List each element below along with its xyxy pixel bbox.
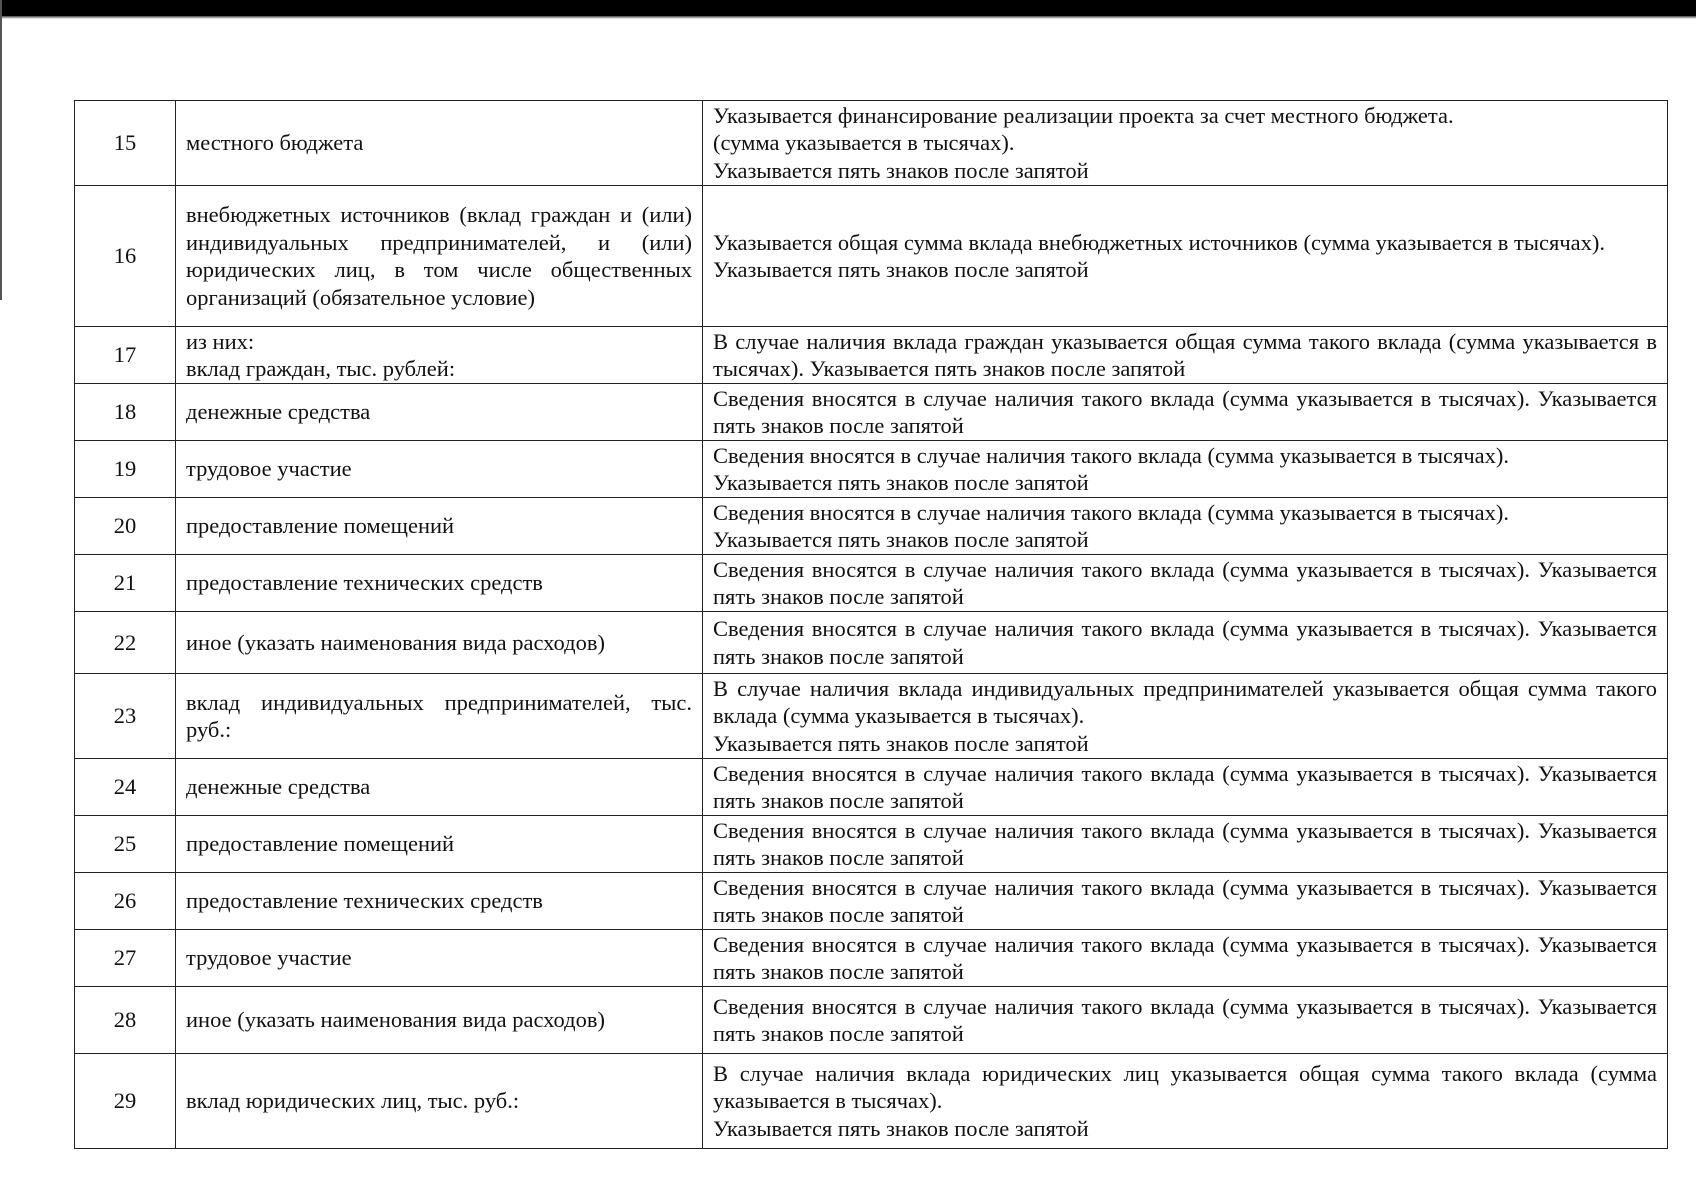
- row-description: внебюджетных источников (вклад граждан и (или) индивидуальных предпринимателей, и (или) юридических лиц, в том числе общественных организаций (обязательное условие): [176, 186, 703, 327]
- table-row: [75, 555, 1668, 612]
- row-number: 26: [75, 873, 176, 930]
- row-explanation: В случае наличия вклада юридических лиц указывается общая сумма такого вклада (сумма указывается в тысячах). Указывается пять знаков после запятой: [703, 1054, 1668, 1149]
- row-number: 20: [75, 498, 176, 555]
- table-row: [75, 759, 1668, 816]
- table-row: [75, 186, 1668, 327]
- row-explanation: Сведения вносятся в случае наличия такого вклада (сумма указывается в тысячах). Указывается пять знаков после запятой: [703, 612, 1668, 674]
- row-description: трудовое участие: [176, 930, 703, 987]
- row-number: 16: [75, 186, 176, 327]
- row-number: 28: [75, 987, 176, 1054]
- row-description: вклад юридических лиц, тыс. руб.:: [176, 1054, 703, 1149]
- table-row: [75, 101, 1668, 186]
- row-number: 27: [75, 930, 176, 987]
- table-row: [75, 1054, 1668, 1149]
- scan-border-left: [0, 0, 2, 300]
- row-explanation: Сведения вносятся в случае наличия такого вклада (сумма указывается в тысячах). Указывается пять знаков после запятой: [703, 759, 1668, 816]
- row-explanation: В случае наличия вклада граждан указывается общая сумма такого вклада (сумма указывается в тысячах). Указывается пять знаков после запятой: [703, 327, 1668, 384]
- row-number: 15: [75, 101, 176, 186]
- table-row: [75, 441, 1668, 498]
- row-description: местного бюджета: [176, 101, 703, 186]
- row-description: предоставление помещений: [176, 816, 703, 873]
- row-description: денежные средства: [176, 759, 703, 816]
- row-description: денежные средства: [176, 384, 703, 441]
- row-explanation: Указывается общая сумма вклада внебюджетных источников (сумма указывается в тысячах). Указывается пять знаков после запятой: [703, 186, 1668, 327]
- row-description: трудовое участие: [176, 441, 703, 498]
- table-row: [75, 674, 1668, 759]
- row-explanation: В случае наличия вклада индивидуальных предпринимателей указывается общая сумма такого вклада (сумма указывается в тысячах). Указывается пять знаков после запятой: [703, 674, 1668, 759]
- row-explanation: Сведения вносятся в случае наличия такого вклада (сумма указывается в тысячах). Указывается пять знаков после запятой: [703, 873, 1668, 930]
- row-description: предоставление технических средств: [176, 555, 703, 612]
- row-number: 21: [75, 555, 176, 612]
- table-row: [75, 930, 1668, 987]
- row-number: 23: [75, 674, 176, 759]
- row-explanation: Сведения вносятся в случае наличия такого вклада (сумма указывается в тысячах). Указывается пять знаков после запятой: [703, 384, 1668, 441]
- table-row: [75, 816, 1668, 873]
- row-description: предоставление технических средств: [176, 873, 703, 930]
- row-number: 22: [75, 612, 176, 674]
- row-description: иное (указать наименования вида расходов): [176, 987, 703, 1054]
- table-row: [75, 873, 1668, 930]
- table-row: [75, 987, 1668, 1054]
- row-description: вклад индивидуальных предпринимателей, тыс. руб.:: [176, 674, 703, 759]
- row-number: 25: [75, 816, 176, 873]
- scan-border-shadow: [0, 16, 1696, 19]
- row-explanation: Сведения вносятся в случае наличия такого вклада (сумма указывается в тысячах). Указывается пять знаков после запятой: [703, 555, 1668, 612]
- row-explanation: Сведения вносятся в случае наличия такого вклада (сумма указывается в тысячах). Указывается пять знаков после запятой: [703, 930, 1668, 987]
- row-description: предоставление помещений: [176, 498, 703, 555]
- row-explanation: Сведения вносятся в случае наличия такого вклада (сумма указывается в тысячах). Указывается пять знаков после запятой: [703, 816, 1668, 873]
- row-explanation: Сведения вносятся в случае наличия такого вклада (сумма указывается в тысячах). Указывается пять знаков после запятой: [703, 441, 1668, 498]
- row-explanation: Указывается финансирование реализации проекта за счет местного бюджета. (сумма указывается в тысячах). Указывается пять знаков после запятой: [703, 101, 1668, 186]
- row-number: 17: [75, 327, 176, 384]
- row-number: 29: [75, 1054, 176, 1149]
- table-row: [75, 384, 1668, 441]
- table-row: [75, 498, 1668, 555]
- table-row: [75, 327, 1668, 384]
- document-table: [74, 100, 1668, 1149]
- row-number: 18: [75, 384, 176, 441]
- row-description: иное (указать наименования вида расходов): [176, 612, 703, 674]
- table-row: [75, 612, 1668, 674]
- scan-border-top: [0, 0, 1696, 16]
- row-description: из них: вклад граждан, тыс. рублей:: [176, 327, 703, 384]
- row-number: 19: [75, 441, 176, 498]
- row-number: 24: [75, 759, 176, 816]
- row-explanation: Сведения вносятся в случае наличия такого вклада (сумма указывается в тысячах). Указывается пять знаков после запятой: [703, 987, 1668, 1054]
- row-explanation: Сведения вносятся в случае наличия такого вклада (сумма указывается в тысячах). Указывается пять знаков после запятой: [703, 498, 1668, 555]
